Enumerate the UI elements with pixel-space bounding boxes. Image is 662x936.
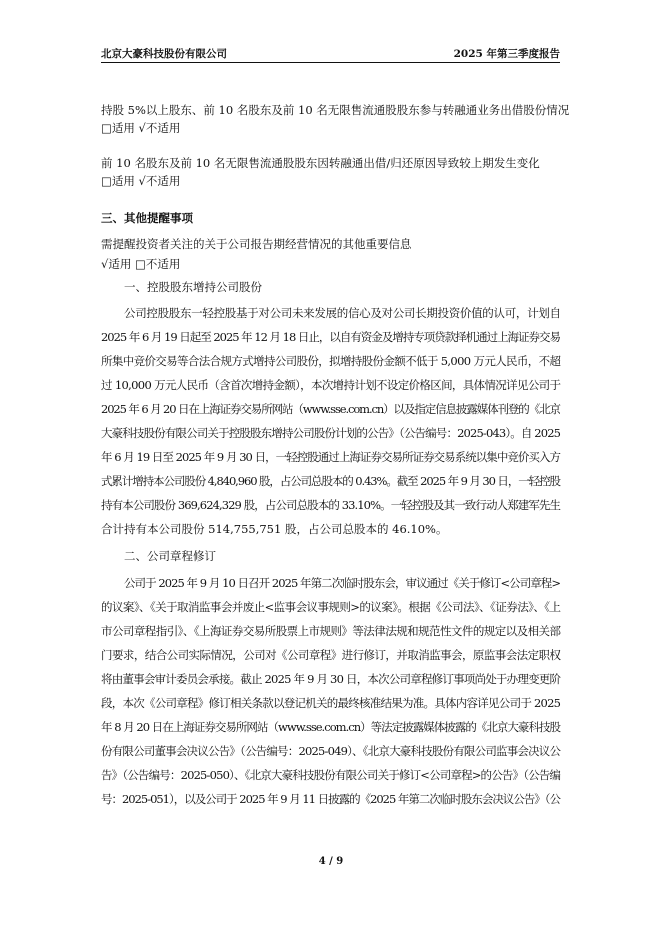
header-report-title: 2025 年第三季度报告 (453, 48, 560, 60)
paragraph-line: 告》（公告编号：2025-050）、《北京大豪科技股份有限公司关于修订<公司章程>的公告》（公告编 (101, 768, 561, 782)
lending-section-option: □适用 √不适用 (101, 121, 181, 135)
paragraph-line: 号：2025-051），以及公司于 2025 年 9 月 11 日披露的《2025 年第二次临时股东会决议公告》（公 (101, 792, 560, 806)
paragraph-line: 所集中竞价交易等合法合规方式增持公司股份，拟增持股份金额不低于 5,000 万元人民币，不超 (101, 354, 561, 368)
subsection-1-title: 一、控股股东增持公司股份 (124, 280, 262, 294)
paragraph-line: 年 8 月 20 日在上海证券交易所网站（www.sse.com.cn）等法定披露媒体披露的《北京大豪科技股 (101, 720, 561, 734)
paragraph-line: 门要求，结合公司实际情况，公司对《公司章程》进行修订，并取消监事会，原监事会法定职权 (101, 648, 561, 662)
paragraph-line: 持有本公司股份 369,624,329 股，占公司总股本的 33.10%。一轻控股及其一致行动人郑建军先生 (101, 498, 561, 512)
change-section-title: 前 10 名股东及前 10 名无限售流通股股东因转融通出借/归还原因导致较上期发生变化 (101, 156, 540, 170)
paragraph-line: 2025 年 6 月 19 日起至 2025 年 12 月 18 日止，以自有资金及增持专项贷款择机通过上海证券交易 (101, 330, 560, 344)
paragraph-line: 公司控股股东一轻控股基于对公司未来发展的信心及对公司长期投资价值的认可，计划自 (124, 306, 561, 320)
subsection-2-title: 二、公司章程修订 (124, 549, 216, 563)
paragraph-line: 过 10,000 万元人民币（含首次增持金额），本次增持计划不设定价格区间，具体情况详见公司于 (101, 378, 561, 392)
section-three-intro: 需提醒投资者关注的关于公司报告期经营情况的其他重要信息 (101, 237, 412, 251)
paragraph-line: 2025 年 6 月 20 日在上海证券交易所网站（www.sse.com.cn）以及指定信息披露媒体刊登的《北京 (101, 402, 560, 416)
page-header (101, 44, 560, 63)
paragraph-line: 的议案》、《关于取消监事会并废止<监事会议事规则>的议案》。根据《公司法》、《证券法》、《上 (101, 600, 561, 614)
header-company-name: 北京大豪科技股份有限公司 (101, 48, 227, 60)
paragraph-line: 合计持有本公司股份 514,755,751 股，占公司总股本的 46.10%。 (101, 522, 448, 536)
paragraph-line: 段，本次《公司章程》修订相关条款以登记机关的最终核准结果为准。具体内容详见公司于 2025 (101, 696, 561, 710)
paragraph-line: 公司于 2025 年 9 月 10 日召开 2025 年第二次临时股东会，审议通过《关于修订<公司章程> (124, 576, 561, 590)
lending-section-title: 持股 5%以上股东、前 10 名股东及前 10 名无限售流通股股东参与转融通业务出借股份情况 (101, 103, 570, 117)
paragraph-line: 大豪科技股份有限公司关于控股股东增持公司股份计划的公告》（公告编号：2025-043）。自 2025 (101, 426, 561, 440)
paragraph-line: 将由董事会审计委员会承接。截止 2025 年 9 月 30 日，本次公司章程修订事项尚处于办理变更阶 (101, 672, 561, 686)
section-three-heading: 三、其他提醒事项 (101, 211, 193, 225)
paragraph-line: 式累计增持本公司股份 4,840,960 股，占公司总股本的 0.43%。截至 2025 年 9 月 30 日，一轻控股 (101, 474, 560, 488)
section-three-option: √适用 □不适用 (101, 257, 181, 271)
paragraph-line: 年 6 月 19 日至 2025 年 9 月 30 日，一轻控股通过上海证券交易所证券交易系统以集中竞价买入方 (101, 450, 561, 464)
paragraph-line: 市公司章程指引》、《上海证券交易所股票上市规则》等法律法规和规范性文件的规定以及相关部 (101, 624, 561, 638)
paragraph-line: 份有限公司董事会决议公告》（公告编号：2025-049）、《北京大豪科技股份有限公司监事会决议公 (101, 744, 561, 758)
change-section-option: □适用 √不适用 (101, 174, 181, 188)
page-number: 4 / 9 (318, 856, 344, 867)
